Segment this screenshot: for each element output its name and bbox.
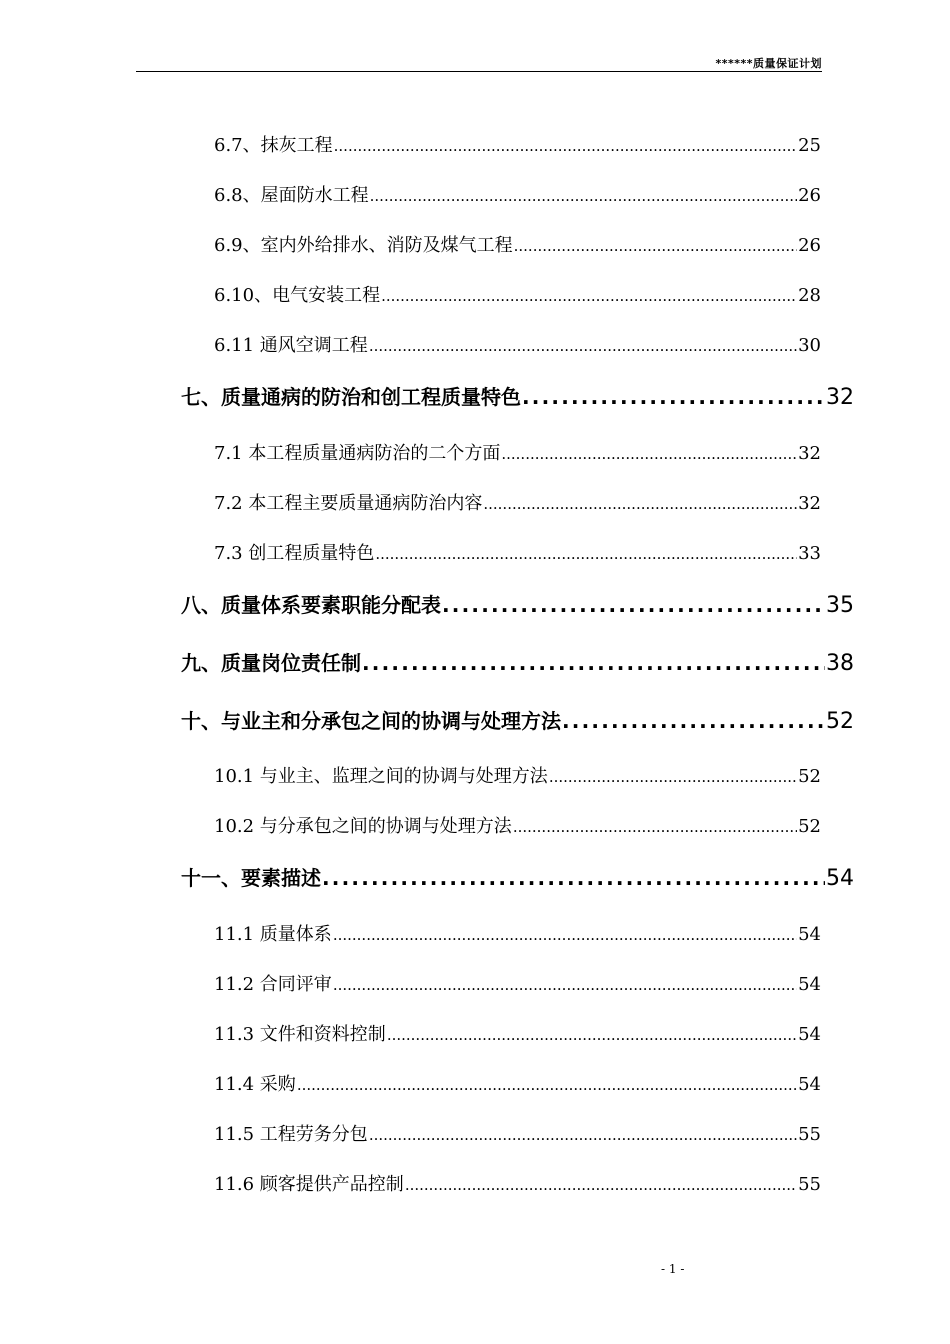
toc-entry[interactable] (214, 812, 821, 838)
toc-entry-label: 11.3 文件和资料控制 (214, 1024, 386, 1045)
toc-entry-page: 52 (798, 816, 821, 837)
toc-chapter-page: 35 (826, 593, 854, 618)
toc-entry-label: 6.11 通风空调工程 (214, 335, 368, 356)
toc-dot-leader (514, 237, 797, 255)
toc-entry[interactable] (214, 1070, 821, 1096)
toc-entry-label: 6.9、室内外给排水、消防及煤气工程 (214, 235, 513, 256)
toc-entry-label: 11.4 采购 (214, 1074, 296, 1095)
toc-entry[interactable] (214, 539, 821, 565)
toc-entry[interactable] (214, 920, 821, 946)
toc-dot-leader (375, 545, 797, 563)
toc-chapter-page: 52 (826, 709, 854, 734)
toc-entry-page: 32 (798, 443, 821, 464)
toc-chapter-entry[interactable] (181, 705, 854, 734)
toc-chapter-entry[interactable] (181, 647, 854, 676)
toc-chapter-page: 54 (826, 866, 854, 891)
toc-dot-leader (333, 976, 797, 994)
toc-chapter-page: 38 (826, 651, 854, 676)
toc-entry-label: 7.2 本工程主要质量通病防治内容 (214, 493, 483, 514)
toc-entry-label: 10.2 与分承包之间的协调与处理方法 (214, 816, 512, 837)
toc-entry-page: 26 (798, 235, 821, 256)
toc-entry-page: 54 (798, 974, 821, 995)
toc-entry[interactable] (214, 1120, 821, 1146)
toc-dot-leader (501, 445, 797, 463)
toc-dot-leader (562, 709, 825, 733)
page-number: - 1 - (661, 1262, 685, 1276)
toc-entry-label: 11.2 合同评审 (214, 974, 332, 995)
toc-dot-leader (387, 1026, 797, 1044)
toc-dot-leader (369, 337, 797, 355)
toc-entry-page: 54 (798, 924, 821, 945)
toc-entry-label: 11.1 质量体系 (214, 924, 332, 945)
toc-dot-leader (522, 385, 825, 409)
running-header: ******质量保证计划 (715, 57, 822, 70)
toc-entry-page: 28 (798, 285, 821, 306)
toc-dot-leader (362, 651, 825, 675)
toc-dot-leader (405, 1176, 797, 1194)
toc-entry[interactable] (214, 439, 821, 465)
toc-dot-leader (322, 866, 825, 890)
toc-chapter-label: 十一、要素描述 (181, 866, 321, 890)
toc-entry-page: 55 (798, 1124, 821, 1145)
toc-entry-page: 32 (798, 493, 821, 514)
toc-entry[interactable] (214, 181, 821, 207)
toc-entry-page: 26 (798, 185, 821, 206)
toc-dot-leader (513, 818, 797, 836)
toc-dot-leader (442, 593, 825, 617)
toc-chapter-entry[interactable] (181, 381, 854, 410)
toc-entry[interactable] (214, 131, 821, 157)
toc-entry[interactable] (214, 1170, 821, 1196)
toc-chapter-page: 32 (826, 385, 854, 410)
toc-entry[interactable] (214, 281, 821, 307)
toc-chapter-label: 九、质量岗位责任制 (181, 651, 361, 675)
toc-dot-leader (483, 495, 797, 513)
toc-entry-page: 25 (798, 135, 821, 156)
toc-dot-leader (297, 1076, 797, 1094)
toc-dot-leader (369, 1126, 797, 1144)
toc-entry[interactable] (214, 762, 821, 788)
toc-entry[interactable] (214, 1020, 821, 1046)
toc-entry-page: 54 (798, 1024, 821, 1045)
toc-entry-label: 7.1 本工程质量通病防治的二个方面 (214, 443, 501, 464)
toc-entry-label: 11.6 顾客提供产品控制 (214, 1174, 404, 1195)
toc-entry[interactable] (214, 231, 821, 257)
toc-dot-leader (333, 926, 797, 944)
toc-entry-page: 55 (798, 1174, 821, 1195)
toc-entry[interactable] (214, 331, 821, 357)
toc-entry-label: 6.7、抹灰工程 (214, 135, 333, 156)
toc-chapter-label: 十、与业主和分承包之间的协调与处理方法 (181, 709, 561, 733)
toc-entry[interactable] (214, 970, 821, 996)
toc-chapter-label: 七、质量通病的防治和创工程质量特色 (181, 385, 521, 409)
toc-entry-page: 30 (798, 335, 821, 356)
toc-dot-leader (334, 137, 797, 155)
toc-dot-leader (549, 768, 797, 786)
toc-entry[interactable] (214, 489, 821, 515)
toc-dot-leader (381, 287, 797, 305)
toc-entry-page: 52 (798, 766, 821, 787)
toc-entry-label: 10.1 与业主、监理之间的协调与处理方法 (214, 766, 548, 787)
toc-chapter-label: 八、质量体系要素职能分配表 (181, 593, 441, 617)
toc-chapter-entry[interactable] (181, 862, 854, 891)
toc-entry-label: 7.3 创工程质量特色 (214, 543, 375, 564)
toc-entry-label: 6.10、电气安装工程 (214, 285, 381, 306)
toc-chapter-entry[interactable] (181, 589, 854, 618)
toc-entry-page: 54 (798, 1074, 821, 1095)
toc-entry-label: 11.5 工程劳务分包 (214, 1124, 368, 1145)
toc-entry-label: 6.8、屋面防水工程 (214, 185, 369, 206)
toc-dot-leader (370, 187, 797, 205)
toc-entry-page: 33 (798, 543, 821, 564)
